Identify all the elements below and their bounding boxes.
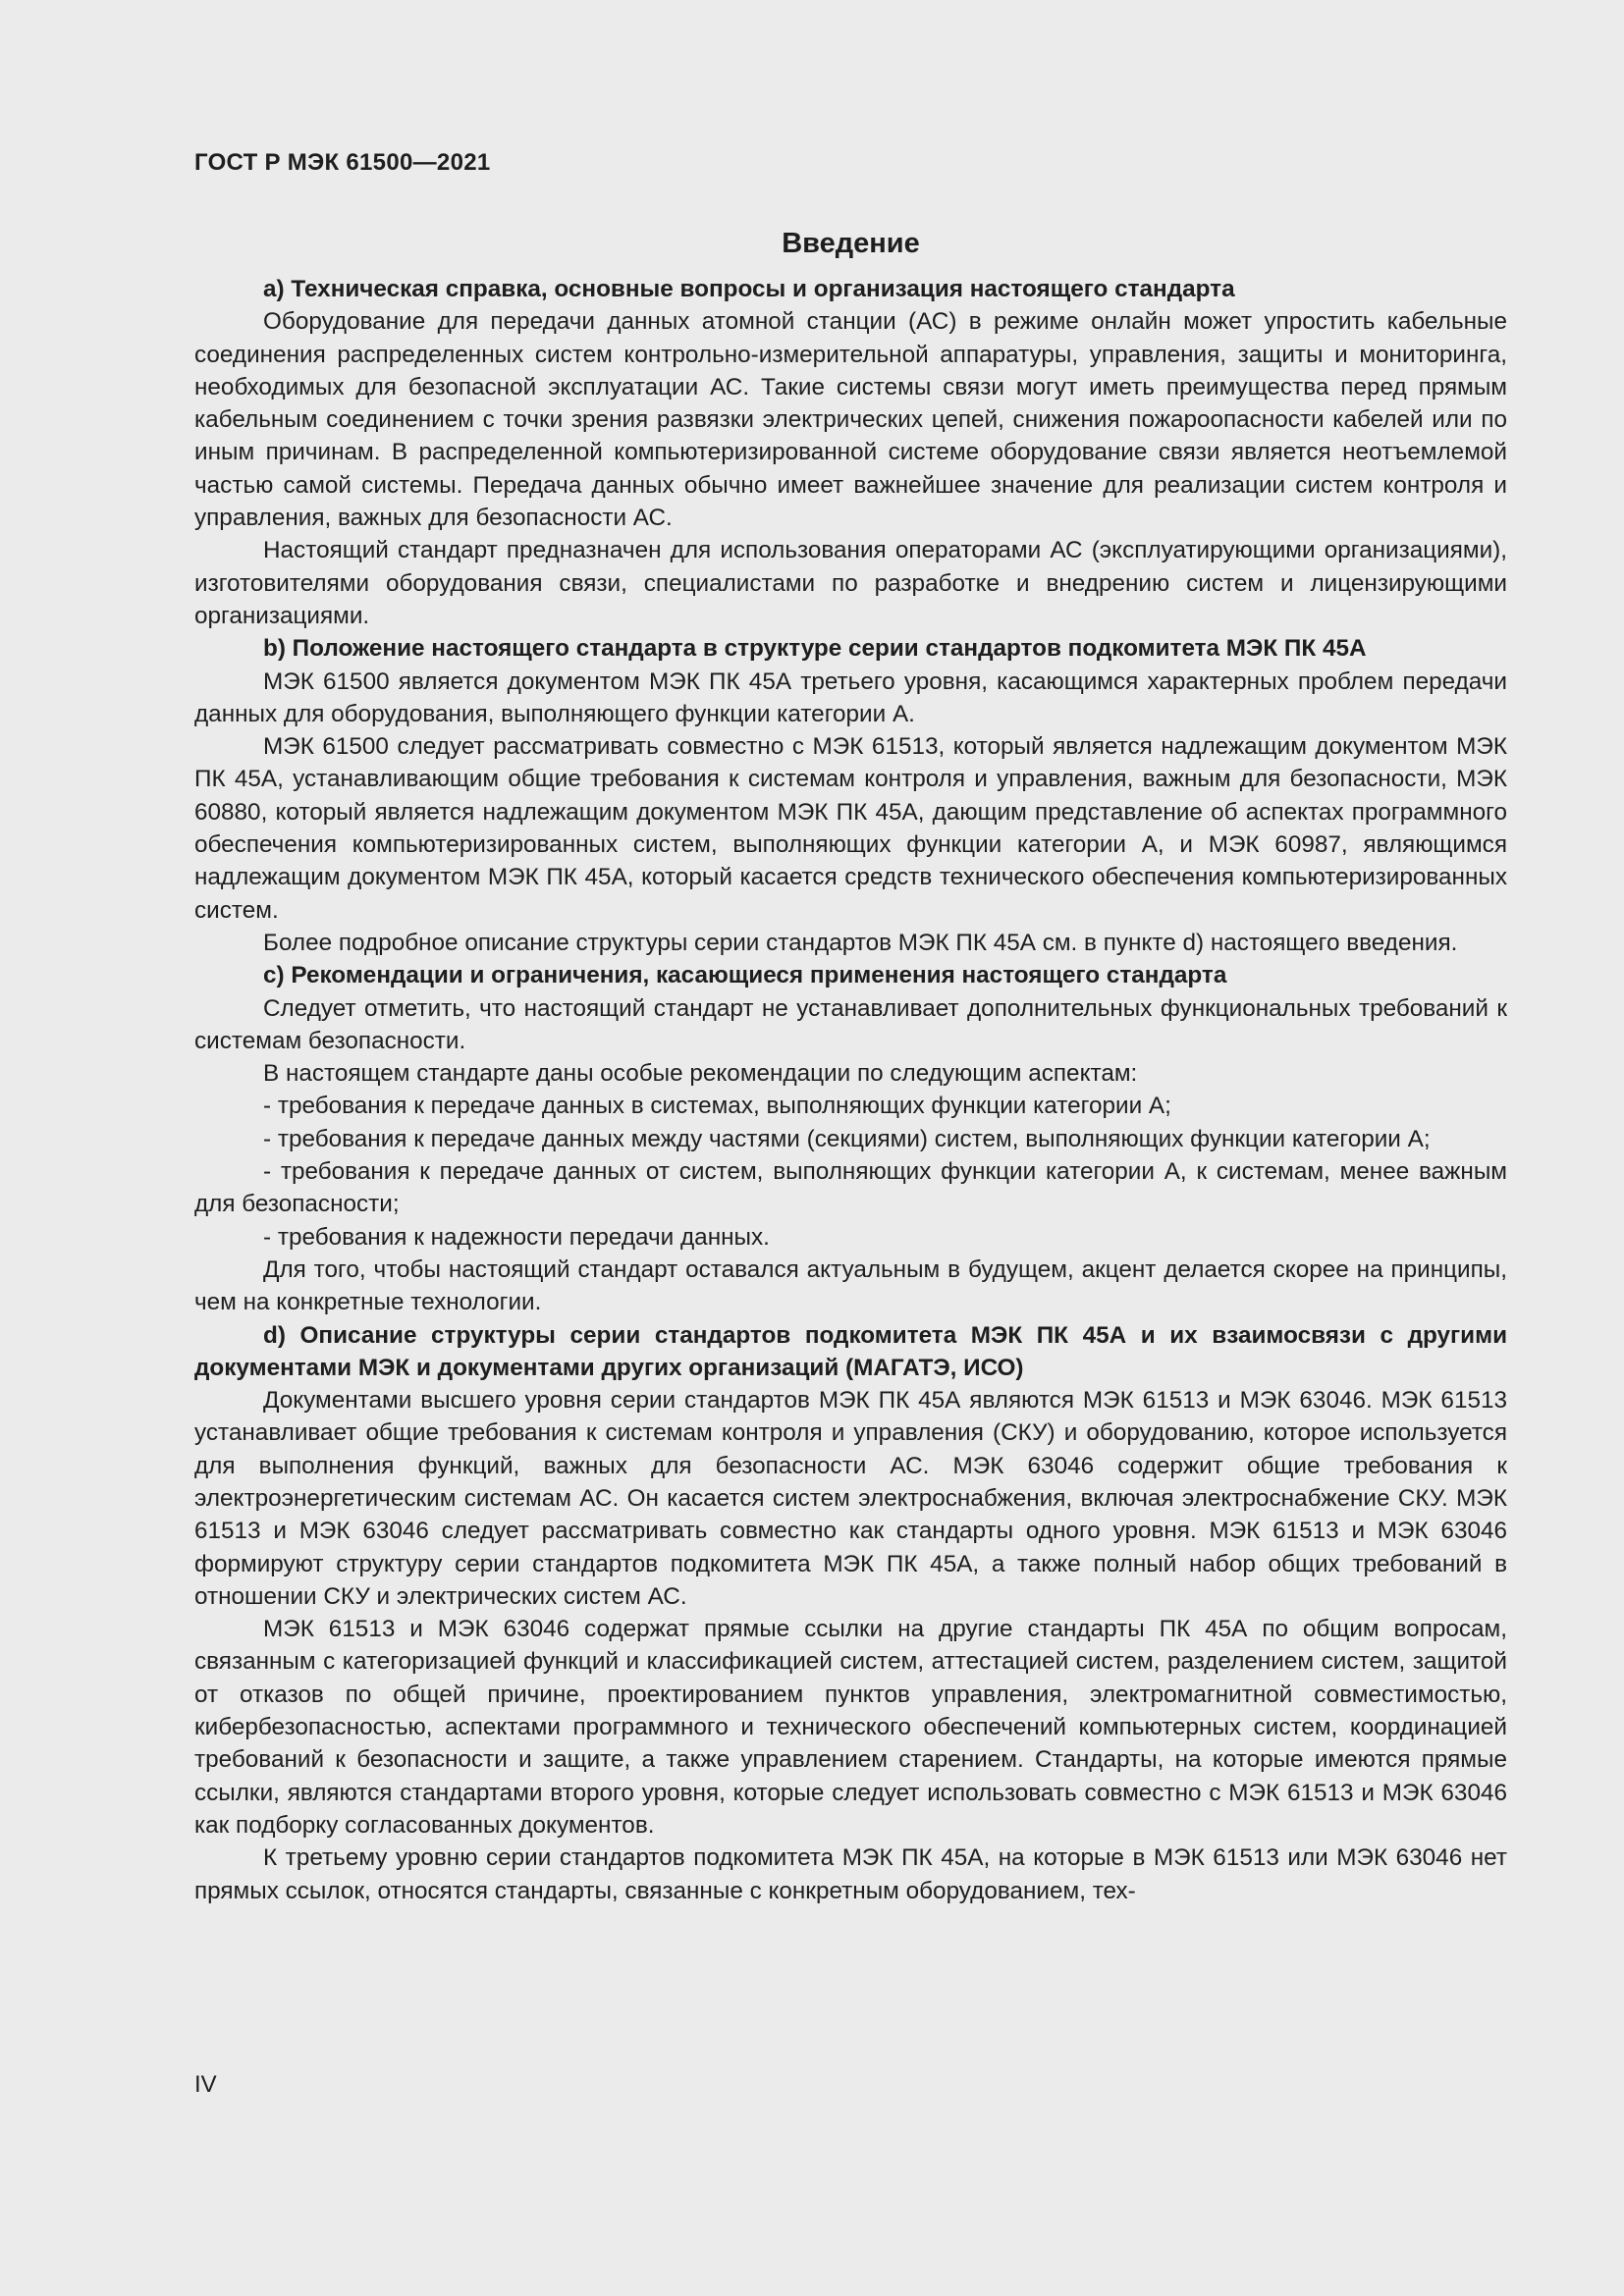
page-title: Введение	[782, 228, 920, 259]
paragraph: МЭК 61513 и МЭК 63046 содержат прямые ссылки на другие стандарты ПК 45А по общим вопросам, связанным с категоризацией функций и классификацией систем, аттестацией систем, разделением систем, защитой от отказов по общей причине, проектированием пунктов управления, электромагнитной совместимостью, кибербезопасностью, аспектами программного и технического обеспечений компьютерных систем, координацией требований к безопасности и защите, а также управлением старением. Стандарты, на которые имеются прямые ссылки, являются стандартами второго уровня, которые следует использовать совместно с МЭК 61513 и МЭК 63046 как подборку согласованных документов.	[194, 1616, 1507, 1839]
list-item: - требования к надежности передачи данных.	[263, 1223, 770, 1251]
paragraph: Документами высшего уровня серии стандартов МЭК ПК 45А являются МЭК 61513 и МЭК 63046. МЭК 61513 устанавливает общие требования к системам контроля и управления (СКУ) и оборудованию, которое используется для выполнения функций, важных для безопасности АС. МЭК 63046 содержит общие требования к электроэнергетическим системам АС. Он касается систем электроснабжения, включая электроснабжение СКУ. МЭК 61513 и МЭК 63046 следует рассматривать совместно как стандарты одного уровня. МЭК 61513 и МЭК 63046 формируют структуру серии стандартов подкомитета МЭК ПК 45А, а также полный набор общих требований в отношении СКУ и электрических систем АС.	[194, 1387, 1507, 1610]
section-heading-c: c) Рекомендации и ограничения, касающиеся применения настоящего стандарта	[263, 962, 1227, 989]
paragraph: Оборудование для передачи данных атомной станции (АС) в режиме онлайн может упростить кабельные соединения распределенных систем контрольно-измерительной аппаратуры, управления, защиты и мониторинга, необходимых для безопасной эксплуатации АС. Такие системы связи могут иметь преимущества перед прямым кабельным соединением с точки зрения развязки электрических цепей, снижения пожароопасности кабелей или по иным причинам. В распределенной компьютеризированной системе оборудование связи является неотъемлемой частью самой системы. Передача данных обычно имеет важнейшее значение для реализации систем контроля и управления, важных для безопасности АС.	[194, 308, 1507, 532]
list-item: - требования к передаче данных в системах, выполняющих функции категории А;	[263, 1093, 1171, 1120]
paragraph: К третьему уровню серии стандартов подкомитета МЭК ПК 45А, на которые в МЭК 61513 или МЭК 63046 нет прямых ссылок, относятся стандарты, связанные с конкретным оборудованием, тех-	[194, 1844, 1507, 1904]
section-heading-a: а) Техническая справка, основные вопросы и организация настоящего стандарта	[263, 276, 1235, 302]
section-heading-b: b) Положение настоящего стандарта в структуре серии стандартов подкомитета МЭК ПК 45А	[263, 635, 1367, 663]
paragraph: Следует отметить, что настоящий стандарт не устанавливает дополнительных функциональных требований к системам безопасности.	[194, 994, 1507, 1054]
page-number: IV	[194, 2071, 217, 2098]
paragraph: Для того, чтобы настоящий стандарт оставался актуальным в будущем, акцент делается скорее на принципы, чем на конкретные технологии.	[194, 1255, 1507, 1316]
document-body	[194, 224, 1507, 1907]
document-header: ГОСТ Р МЭК 61500—2021	[194, 149, 491, 176]
paragraph: Более подробное описание структуры серии стандартов МЭК ПК 45А см. в пункте d) настоящего введения.	[263, 929, 1458, 956]
paragraph: МЭК 61500 следует рассматривать совместно с МЭК 61513, который является надлежащим документом МЭК ПК 45А, устанавливающим общие требования к системам контроля и управления, важным для безопасности, МЭК 60880, который является надлежащим документом МЭК ПК 45А, дающим представление об аспектах программного обеспечения компьютеризированных систем, выполняющих функции категории А, и МЭК 60987, являющимся надлежащим документом МЭК ПК 45А, который касается средств технического обеспечения компьютеризированных систем.	[194, 733, 1507, 924]
section-heading-d: d) Описание структуры серии стандартов подкомитета МЭК ПК 45А и их взаимосвязи с другими документами МЭК и документами других организаций (МАГАТЭ, ИСО)	[194, 1321, 1507, 1381]
list-item: - требования к передаче данных от систем, выполняющих функции категории А, к системам, менее важным для безопасности;	[194, 1158, 1507, 1218]
paragraph: МЭК 61500 является документом МЭК ПК 45А третьего уровня, касающимся характерных проблем передачи данных для оборудования, выполняющего функции категории А.	[194, 667, 1507, 727]
paragraph: Настоящий стандарт предназначен для использования операторами АС (эксплуатирующими организациями), изготовителями оборудования связи, специалистами по разработке и внедрению систем и лицензирующими организациями.	[194, 537, 1507, 629]
paragraph: В настоящем стандарте даны особые рекомендации по следующим аспектам:	[263, 1060, 1138, 1088]
list-item: - требования к передаче данных между частями (секциями) систем, выполняющих функции категории А;	[263, 1125, 1431, 1152]
